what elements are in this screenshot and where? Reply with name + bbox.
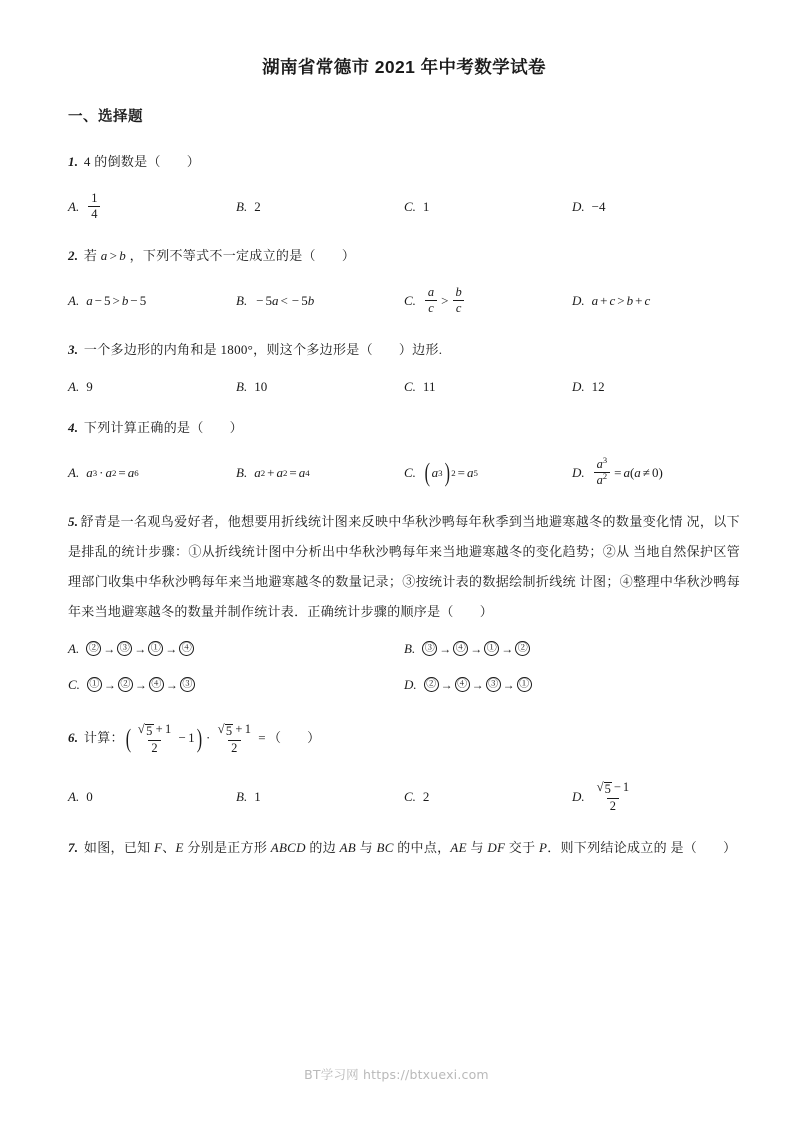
question-5 <box>68 507 740 699</box>
option-label: B. <box>236 292 248 308</box>
option-value: $\frac{1}{4}$ <box>86 192 102 222</box>
step-circle: ① <box>87 677 102 692</box>
option-3-b[interactable] <box>236 373 404 401</box>
option-1-c[interactable] <box>404 185 572 229</box>
question-5-line-3: 当地自然保护区管理部门收集中华秋沙鸭每年来当地避寒越冬的数量记录；③按统计表的数据绘制折线统 <box>68 543 740 589</box>
question-1-stem <box>68 147 740 177</box>
arrow-icon: → <box>440 677 453 692</box>
option-2-b[interactable] <box>236 279 404 323</box>
question-6-stem: 6. 计算： ( √ 5 + 1 2 − 1 ) · √ 5 + 1 2 = （ ） <box>68 721 321 755</box>
option-label: A. <box>68 788 80 804</box>
question-4-number: 4. <box>68 419 79 435</box>
question-5-line-2: 况，以下是排乱的统计步骤：①从折线统计图中分析出中华秋沙鸭每年来当地避寒越冬的变化趋势；②从 <box>68 513 740 559</box>
option-value: −4 <box>591 198 606 214</box>
question-3-paren: ）边形. <box>398 341 443 357</box>
question-7 <box>68 833 740 863</box>
arrow-icon: → <box>134 677 147 692</box>
question-3-number: 3. <box>68 341 79 357</box>
question-5-options-row-1 <box>68 635 740 663</box>
option-value: 9 <box>86 378 93 394</box>
arrow-icon: → <box>471 677 484 692</box>
option-value: a 2 + a 2 = a 4 <box>254 464 310 480</box>
step-circle: ③ <box>180 677 195 692</box>
fraction: √ 5 + 1 2 <box>217 721 252 755</box>
question-3-options <box>68 373 740 401</box>
option-label: B. <box>236 198 248 214</box>
arrow-icon: → <box>501 641 514 656</box>
question-1-options <box>68 185 740 229</box>
option-5-c[interactable] <box>68 671 404 699</box>
option-5-a[interactable] <box>68 635 404 663</box>
option-value: 10 <box>254 378 268 394</box>
option-label: A. <box>68 198 80 214</box>
question-7-line-1: 如图，已知 F、E 分别是正方形 ABCD 的边 AB 与 BC 的中点，AE 与 DF 交于 P．则下列结论成立的 <box>83 839 667 855</box>
question-3-text: 一个多边形的内角和是 1800°，则这个多边形是（ <box>83 341 373 357</box>
question-5-stem <box>68 507 740 627</box>
step-circle: ③ <box>117 641 132 656</box>
option-value <box>87 671 195 699</box>
option-value: a 3 · a 2 = a 6 <box>86 464 139 480</box>
option-label: A. <box>68 464 80 480</box>
option-value: 0 <box>86 788 93 804</box>
option-value <box>86 635 194 663</box>
option-label: C. <box>404 198 416 214</box>
option-label: B. <box>404 640 416 656</box>
option-label: C. <box>68 676 80 692</box>
option-label: D. <box>572 464 585 480</box>
option-label: A. <box>68 640 80 656</box>
question-1-number: 1. <box>68 153 79 169</box>
option-value: 1 <box>422 198 430 214</box>
question-7-line-2: 是（ <box>670 839 698 855</box>
question-5-line-4: 计图；④整理中华秋沙鸭每年来当地避寒越冬的数量并制作统计表．正确统计步骤的顺序是（ <box>68 573 740 619</box>
question-7-paren: ） <box>723 839 737 855</box>
question-6 <box>68 715 740 819</box>
option-4-c[interactable] <box>404 451 572 495</box>
step-circle: ② <box>86 641 101 656</box>
question-6-paren: ） <box>307 729 321 745</box>
option-6-b[interactable] <box>236 775 404 819</box>
question-3 <box>68 335 740 401</box>
option-1-d[interactable] <box>572 185 740 229</box>
option-value: − 5 a < − 5 b <box>256 292 315 308</box>
question-6-number: 6. <box>68 729 79 745</box>
option-1-b[interactable] <box>236 185 404 229</box>
question-7-stem <box>68 833 740 863</box>
question-5-number: 5. <box>68 513 79 529</box>
question-2-text: 若 a > b ，下列不等式不一定成立的是（ <box>83 247 316 263</box>
option-value: $\frac{a}{c}$ > $\frac{b}{c}$ <box>423 286 467 316</box>
option-label: A. <box>68 378 80 394</box>
step-circle: ③ <box>486 677 501 692</box>
option-6-c[interactable] <box>404 775 572 819</box>
open-paren: ( <box>125 723 132 753</box>
option-value <box>422 635 530 663</box>
arrow-icon: → <box>103 641 116 656</box>
option-5-d[interactable] <box>404 671 740 699</box>
option-label: D. <box>572 198 585 214</box>
option-5-b[interactable] <box>404 635 740 663</box>
question-2-number: 2. <box>68 247 79 263</box>
option-2-a[interactable] <box>68 279 236 323</box>
page-content <box>68 56 740 875</box>
option-2-d[interactable] <box>572 279 740 323</box>
arrow-icon: → <box>165 641 178 656</box>
section-heading-choice: 一、选择题 <box>68 108 143 125</box>
question-7-number: 7. <box>68 839 79 855</box>
option-value: 2 <box>254 198 261 214</box>
option-4-b[interactable] <box>236 451 404 495</box>
option-label: C. <box>404 292 416 308</box>
option-value <box>424 671 532 699</box>
option-value: 11 <box>422 378 436 394</box>
option-label: C. <box>404 788 416 804</box>
step-circle: ④ <box>179 641 194 656</box>
option-label: B. <box>236 788 248 804</box>
step-circle: ④ <box>149 677 164 692</box>
question-5-options-row-2 <box>68 671 740 699</box>
question-4-stem <box>68 413 740 443</box>
question-4-options <box>68 451 740 495</box>
arrow-icon: → <box>439 641 452 656</box>
option-value: 12 <box>591 378 605 394</box>
option-6-a[interactable] <box>68 775 236 819</box>
step-circle: ② <box>515 641 530 656</box>
arrow-icon: → <box>103 677 116 692</box>
option-label: D. <box>572 292 585 308</box>
step-circle: ③ <box>422 641 437 656</box>
question-1-text: 4 的倒数是（ <box>83 153 161 169</box>
option-value: ( a 3 ) 2 = a 5 <box>424 457 478 487</box>
question-4 <box>68 413 740 495</box>
step-circle: ① <box>517 677 532 692</box>
footer-watermark: BT学习网 https://btxuexi.com <box>304 1067 489 1082</box>
option-3-d[interactable] <box>572 373 740 401</box>
option-label: B. <box>236 464 248 480</box>
option-value: a + c > b + c <box>591 292 651 308</box>
option-label: B. <box>236 378 248 394</box>
step-circle: ② <box>118 677 133 692</box>
option-value: 1 <box>254 788 261 804</box>
option-2-c[interactable] <box>404 279 572 323</box>
option-4-a[interactable] <box>68 451 236 495</box>
fraction: √ 5 + 1 2 <box>137 721 172 755</box>
option-label: A. <box>68 292 80 308</box>
step-circle: ④ <box>453 641 468 656</box>
option-label: D. <box>572 788 585 804</box>
option-label: D. <box>572 378 585 394</box>
option-3-c[interactable] <box>404 373 572 401</box>
option-value: 2 <box>422 788 430 804</box>
question-6-options <box>68 775 740 819</box>
option-label: C. <box>404 464 416 480</box>
option-1-a[interactable] <box>68 185 236 229</box>
step-circle: ① <box>484 641 499 656</box>
arrow-icon: → <box>165 677 178 692</box>
arrow-icon: → <box>502 677 515 692</box>
question-4-text: 下列计算正确的是（ <box>83 419 204 435</box>
step-circle: ② <box>424 677 439 692</box>
option-value: √ 5 − 1 2 <box>596 779 630 813</box>
option-3-a[interactable] <box>68 373 236 401</box>
question-3-stem <box>68 335 740 365</box>
arrow-icon: → <box>134 641 147 656</box>
page-title: 湖南省常德市 2021 年中考数学试卷 <box>262 57 546 77</box>
step-circle: ④ <box>455 677 470 692</box>
option-label: D. <box>404 676 417 692</box>
question-6-text: 计算： <box>83 729 124 745</box>
option-6-d[interactable] <box>572 775 740 819</box>
question-2-stem <box>68 241 740 271</box>
question-2-paren: ） <box>341 247 356 263</box>
question-2 <box>68 241 740 323</box>
option-4-d[interactable] <box>572 451 740 495</box>
close-paren: ) <box>196 723 203 753</box>
question-2-options <box>68 279 740 323</box>
option-label: C. <box>404 378 416 394</box>
question-1 <box>68 147 740 229</box>
question-5-paren: ） <box>479 603 494 619</box>
step-circle: ① <box>148 641 163 656</box>
option-value: a − 5 > b − 5 <box>86 292 147 308</box>
question-1-paren: ） <box>186 153 201 169</box>
question-5-line-1: 舒青是一名观鸟爱好者，他想要用折线统计图来反映中华秋沙鸭每年秋季到当地避寒越冬的数量变化情 <box>80 513 683 529</box>
question-4-paren: ） <box>229 419 243 435</box>
option-value: $\frac{a^3}{a^2}$ = a ( a ≠ 0) <box>592 458 663 488</box>
arrow-icon: → <box>470 641 483 656</box>
